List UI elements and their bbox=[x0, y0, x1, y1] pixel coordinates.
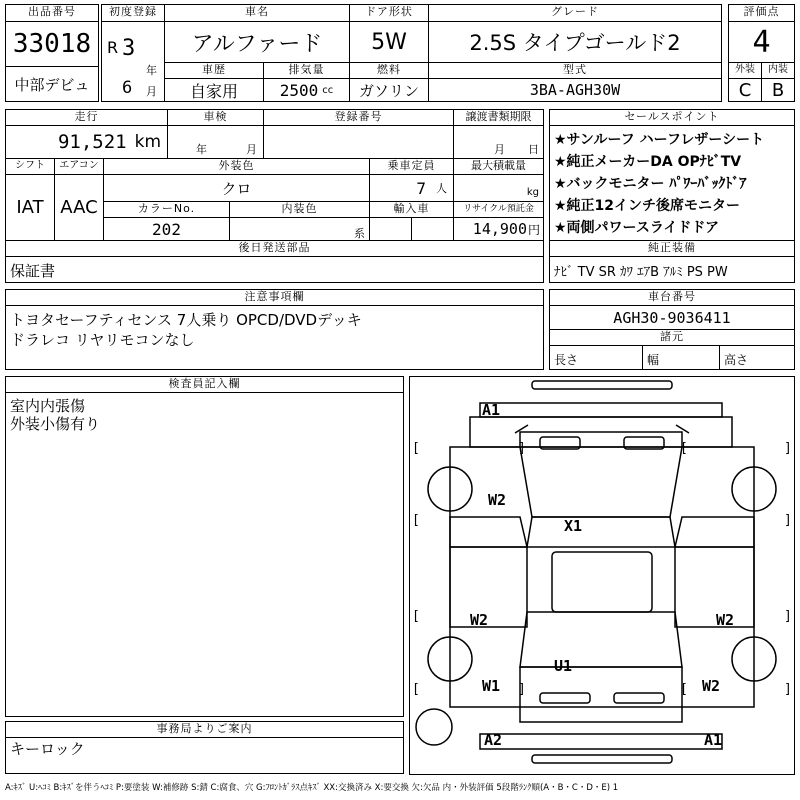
capacity: 7 bbox=[416, 178, 426, 198]
lot-number-label: 出品番号 bbox=[5, 4, 99, 22]
roof-rail-bottom bbox=[532, 755, 672, 763]
later-parts-label: 後日発送部品 bbox=[5, 240, 544, 257]
displacement-unit: cc bbox=[322, 84, 334, 96]
history: 自家用 bbox=[164, 78, 264, 102]
grade-label: グレード bbox=[428, 4, 722, 22]
interior-label: 内装 bbox=[761, 62, 795, 79]
notes-line: ドラレコ リヤリモコンなし bbox=[10, 331, 195, 349]
first-registration-label: 初度登録 bbox=[101, 4, 165, 22]
later-parts bbox=[5, 256, 544, 283]
rear-seat bbox=[614, 693, 664, 703]
damage-mark: W2 bbox=[488, 491, 507, 509]
vehicle-diagram bbox=[409, 376, 795, 775]
office-notice bbox=[5, 737, 404, 774]
bracket: ] bbox=[518, 441, 526, 456]
bracket: ] bbox=[784, 513, 792, 528]
damage-mark: A2 bbox=[484, 731, 503, 749]
left-front-door bbox=[450, 517, 527, 547]
interior-color-label: 内装色 bbox=[229, 201, 370, 218]
import-flag bbox=[369, 217, 412, 241]
inspection-label: 車検 bbox=[167, 109, 264, 126]
exterior-grade: C bbox=[728, 78, 762, 102]
inspection-year-unit: 年 bbox=[196, 143, 207, 156]
import-label: 輸入車 bbox=[369, 201, 454, 218]
mileage: 91,521 bbox=[57, 131, 127, 153]
inspection-cell bbox=[167, 125, 264, 159]
spec-height-label: 高さ bbox=[724, 353, 749, 367]
right-front-door bbox=[675, 517, 754, 547]
capacity-label: 乗車定員 bbox=[369, 158, 454, 175]
windshield bbox=[520, 447, 682, 517]
damage-mark: W2 bbox=[470, 611, 489, 629]
door-type-label: ドア形状 bbox=[349, 4, 429, 22]
rear-bumper bbox=[480, 734, 722, 749]
damage-mark: A1 bbox=[704, 731, 723, 749]
bracket: [ bbox=[412, 609, 420, 624]
mileage-label: 走行 bbox=[5, 109, 168, 126]
rear-seat bbox=[540, 693, 590, 703]
chassis-number-label: 車台番号 bbox=[549, 289, 795, 306]
lot-number: 33018 bbox=[5, 21, 99, 67]
roof-panel bbox=[527, 517, 675, 547]
tailgate bbox=[520, 667, 682, 707]
bracket: ] bbox=[784, 609, 792, 624]
equipment-value: ﾅﾋﾞ TV SR ｶﾜ ｴｱB ｱﾙﾐ PS PW bbox=[554, 265, 728, 280]
bracket: ] bbox=[518, 682, 526, 697]
color-number: 202 bbox=[103, 217, 230, 241]
first-registration-year bbox=[101, 21, 165, 77]
office-notice-label: 事務局よりご案内 bbox=[5, 721, 404, 738]
car-name: アルファード bbox=[164, 21, 350, 63]
rear-window bbox=[520, 612, 682, 667]
car-outline-diagram bbox=[410, 377, 794, 774]
sales-point-item: ★純正メーカーDA OPﾅﾋﾞTV bbox=[554, 154, 742, 170]
door-type: 5W bbox=[349, 21, 429, 63]
model-code: 3BA-AGH30W bbox=[428, 78, 722, 102]
damage-mark: U1 bbox=[554, 657, 573, 675]
grade: 2.5S タイプゴールド2 bbox=[428, 21, 722, 63]
ac-label: エアコン bbox=[54, 158, 104, 175]
bracket: [ bbox=[680, 441, 688, 456]
spec-width bbox=[642, 345, 720, 370]
interior-grade: B bbox=[761, 78, 795, 102]
recycle-deposit-label: リサイクル預託金 bbox=[453, 201, 544, 218]
ac: AAC bbox=[54, 174, 104, 241]
exterior-color-label: 外装色 bbox=[103, 158, 370, 175]
inspection-month-unit: 月 bbox=[246, 143, 257, 156]
registration-number-label: 登録番号 bbox=[263, 109, 454, 126]
era-letter: R bbox=[107, 38, 119, 57]
recycle-deposit-unit: 円 bbox=[527, 222, 540, 237]
exterior-label: 外装 bbox=[728, 62, 762, 79]
bracket: [ bbox=[680, 682, 688, 697]
right-rear-door bbox=[675, 547, 754, 627]
bracket: [ bbox=[412, 682, 420, 697]
displacement: 2500 bbox=[279, 80, 319, 100]
recycle-deposit-cell bbox=[453, 217, 544, 241]
capacity-cell bbox=[369, 174, 454, 202]
sales-point-item: ★バックモニター ﾊﾟﾜｰﾊﾞｯｸﾄﾞｱ bbox=[554, 176, 747, 192]
history-label: 車歴 bbox=[164, 62, 264, 79]
transfer-deadline-label: 譲渡書類期限 bbox=[453, 109, 544, 126]
capacity-unit: 人 bbox=[436, 182, 447, 195]
bracket: [ bbox=[412, 441, 420, 456]
sales-point-item: ★純正12インチ後席モニター bbox=[554, 198, 741, 214]
damage-mark: W2 bbox=[716, 611, 735, 629]
venue: 中部デビュ bbox=[5, 66, 99, 102]
inspector-notes bbox=[5, 392, 404, 717]
transfer-month-unit: 月 bbox=[494, 143, 505, 156]
bracket: ] bbox=[784, 441, 792, 456]
color-number-label: カラーNo. bbox=[103, 201, 230, 218]
max-load-unit: kg bbox=[526, 187, 539, 198]
chassis-number: AGH30-9036411 bbox=[549, 305, 795, 330]
notes-line: トヨタセーフティセンス 7人乗り OPCD/DVDデッキ bbox=[10, 311, 362, 329]
first-registration-month bbox=[101, 76, 165, 102]
mileage-unit: km bbox=[134, 132, 161, 152]
sales-point-item: ★サンルーフ ハーフレザーシート bbox=[554, 132, 765, 148]
spec-length bbox=[549, 345, 643, 370]
year-unit: 年 bbox=[146, 64, 157, 77]
car-name-label: 車名 bbox=[164, 4, 350, 22]
exterior-color: クロ bbox=[103, 174, 370, 202]
recycle-deposit: 14,900 bbox=[472, 220, 527, 238]
spec-length-label: 長さ bbox=[554, 353, 579, 367]
office-notice-value: キーロック bbox=[10, 740, 85, 758]
sales-point-item: ★両側パワースライドドア bbox=[554, 220, 720, 236]
fuel-label: 燃料 bbox=[349, 62, 429, 79]
equipment bbox=[549, 256, 795, 283]
sales-points bbox=[549, 125, 795, 241]
transfer-deadline bbox=[453, 125, 544, 159]
registration-number bbox=[263, 125, 454, 159]
damage-mark: X1 bbox=[564, 517, 583, 535]
displacement-label: 排気量 bbox=[263, 62, 350, 79]
interior-color bbox=[229, 217, 370, 241]
month-number: 6 bbox=[122, 78, 133, 98]
score-label: 評価点 bbox=[728, 4, 795, 22]
bracket: [ bbox=[412, 513, 420, 528]
later-parts-value: 保証書 bbox=[10, 262, 56, 280]
mileage-cell bbox=[5, 125, 168, 159]
max-load-label: 最大積載量 bbox=[453, 158, 544, 175]
year-number: 3 bbox=[122, 36, 136, 61]
shift-label: シフト bbox=[5, 158, 55, 175]
notes-label: 注意事項欄 bbox=[5, 289, 544, 306]
model-code-label: 型式 bbox=[428, 62, 722, 79]
damage-mark: W2 bbox=[702, 677, 721, 695]
damage-mark: A1 bbox=[482, 401, 501, 419]
spare-wheel bbox=[416, 709, 452, 745]
sunroof bbox=[552, 552, 652, 612]
equipment-label: 純正装備 bbox=[549, 240, 795, 257]
damage-mark: W1 bbox=[482, 677, 501, 695]
legend: A:ｷｽﾞ U:ﾍｺﾐ B:ｷｽﾞを伴うﾍｺﾐ P:要塗装 W:補修跡 S:錆 C:腐食、穴 G:ﾌﾛﾝﾄｶﾞﾗｽ点ｷｽﾞ XX:交換済み X:要交換 欠:欠品 内・外装評価 5段階ﾗﾝｸ順(A・B・C・D・E) 1 bbox=[5, 783, 619, 793]
specs-label: 諸元 bbox=[549, 329, 795, 346]
inspector-line: 室内内張傷 bbox=[10, 397, 86, 415]
bracket: ] bbox=[784, 682, 792, 697]
notes bbox=[5, 305, 544, 370]
shift: IAT bbox=[5, 174, 55, 241]
transfer-day-unit: 日 bbox=[528, 143, 539, 156]
fuel: ガソリン bbox=[349, 78, 429, 102]
spec-height bbox=[719, 345, 795, 370]
inspector-notes-label: 検査員記入欄 bbox=[5, 376, 404, 393]
left-rear-door bbox=[450, 547, 527, 627]
roof-rail-top bbox=[532, 381, 672, 389]
interior-color-unit: 系 bbox=[354, 227, 365, 240]
max-load bbox=[453, 174, 544, 202]
spec-width-label: 幅 bbox=[647, 353, 660, 367]
month-unit: 月 bbox=[146, 85, 157, 98]
front-bumper bbox=[480, 403, 722, 417]
sales-points-label: セールスポイント bbox=[549, 109, 795, 126]
score: 4 bbox=[728, 21, 795, 63]
import-extra bbox=[411, 217, 454, 241]
displacement-cell bbox=[263, 78, 350, 102]
inspector-line: 外装小傷有り bbox=[10, 415, 101, 433]
